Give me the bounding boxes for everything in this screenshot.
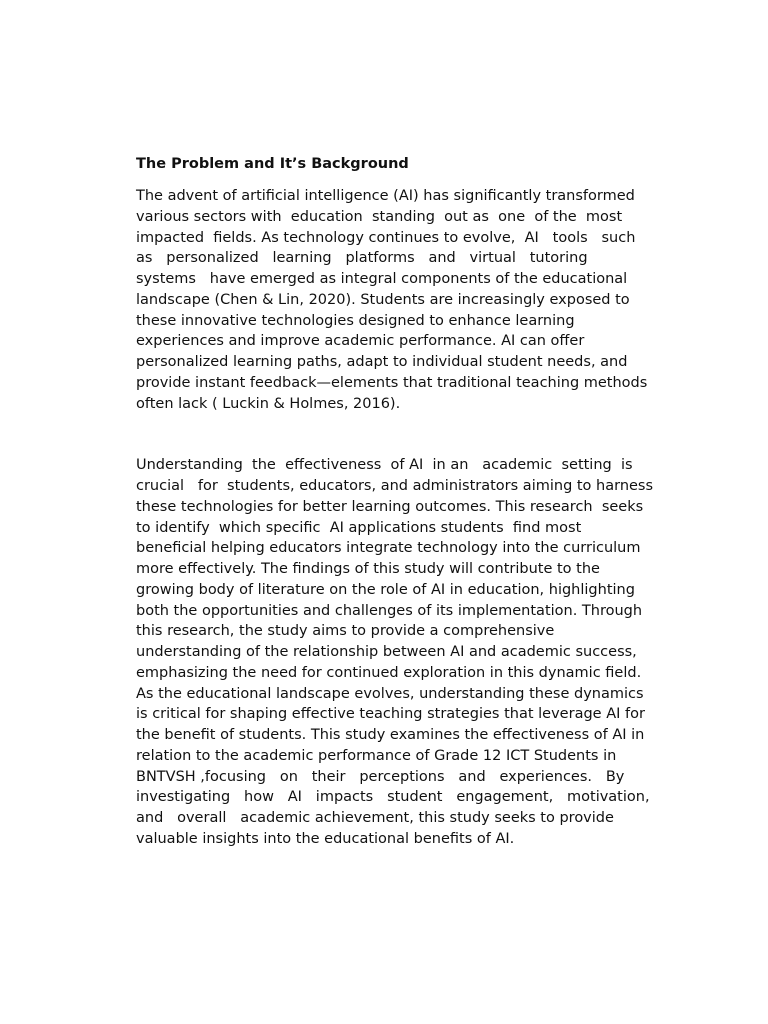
- text-line: provide instant feedback—elements that traditional teaching methods: [136, 374, 648, 391]
- text-line: as personalized learning platforms and virtual tutoring: [136, 250, 588, 267]
- document-body: [136, 154, 676, 850]
- text-line: systems have emerged as integral components of the educational: [136, 271, 628, 287]
- text-line: investigating how AI impacts student engagement, motivation,: [136, 789, 650, 806]
- paragraph-spacer: [136, 414, 676, 455]
- text-line: experiences and improve academic performance. AI can offer: [136, 333, 585, 350]
- text-line: understanding of the relationship between AI and academic success,: [136, 644, 637, 660]
- text-line: impacted fields. As technology continues to evolve, AI tools such: [136, 229, 636, 246]
- text-line: personalized learning paths, adapt to individual student needs, and: [136, 354, 628, 370]
- text-line: growing body of literature on the role of AI in education, highlighting: [136, 581, 635, 598]
- section-heading: The Problem and It’s Background: [136, 156, 409, 172]
- text-line: various sectors with education standing out as one of the most: [136, 208, 623, 225]
- text-line: and overall academic achievement, this study seeks to provide: [136, 810, 614, 826]
- text-line: this research, the study aims to provide a comprehensive: [136, 623, 555, 640]
- paragraph-2: [136, 455, 676, 849]
- text-line: these innovative technologies designed to enhance learning: [136, 312, 575, 329]
- text-line: beneficial helping educators integrate technology into the curriculum: [136, 540, 641, 557]
- text-line: BNTVSH ,focusing on their perceptions and experiences. By: [136, 768, 625, 785]
- text-line: the benefit of students. This study examines the effectiveness of AI in: [136, 727, 645, 743]
- text-line: landscape (Chen & Lin, 2020). Students are increasingly exposed to: [136, 291, 630, 308]
- text-line: valuable insights into the educational benefits of AI.: [136, 830, 515, 847]
- text-line: both the opportunities and challenges of its implementation. Through: [136, 602, 643, 619]
- text-line: often lack ( Luckin & Holmes, 2016).: [136, 395, 401, 412]
- text-line: more effectively. The findings of this study will contribute to the: [136, 561, 600, 577]
- text-line: is critical for shaping effective teaching strategies that leverage AI for: [136, 706, 645, 723]
- text-line: these technologies for better learning outcomes. This research seeks: [136, 498, 644, 515]
- text-line: The advent of artificial intelligence (AI) has significantly transformed: [136, 188, 635, 204]
- text-line: to identify which specific AI applications students find most: [136, 519, 582, 536]
- paragraph-1: [136, 186, 676, 414]
- text-line: Understanding the effectiveness of AI in an academic setting is: [136, 457, 633, 474]
- text-line: relation to the academic performance of Grade 12 ICT Students in: [136, 747, 617, 764]
- text-line: crucial for students, educators, and administrators aiming to harness: [136, 478, 654, 494]
- text-line: As the educational landscape evolves, understanding these dynamics: [136, 685, 644, 702]
- text-line: emphasizing the need for continued exploration in this dynamic field.: [136, 664, 642, 681]
